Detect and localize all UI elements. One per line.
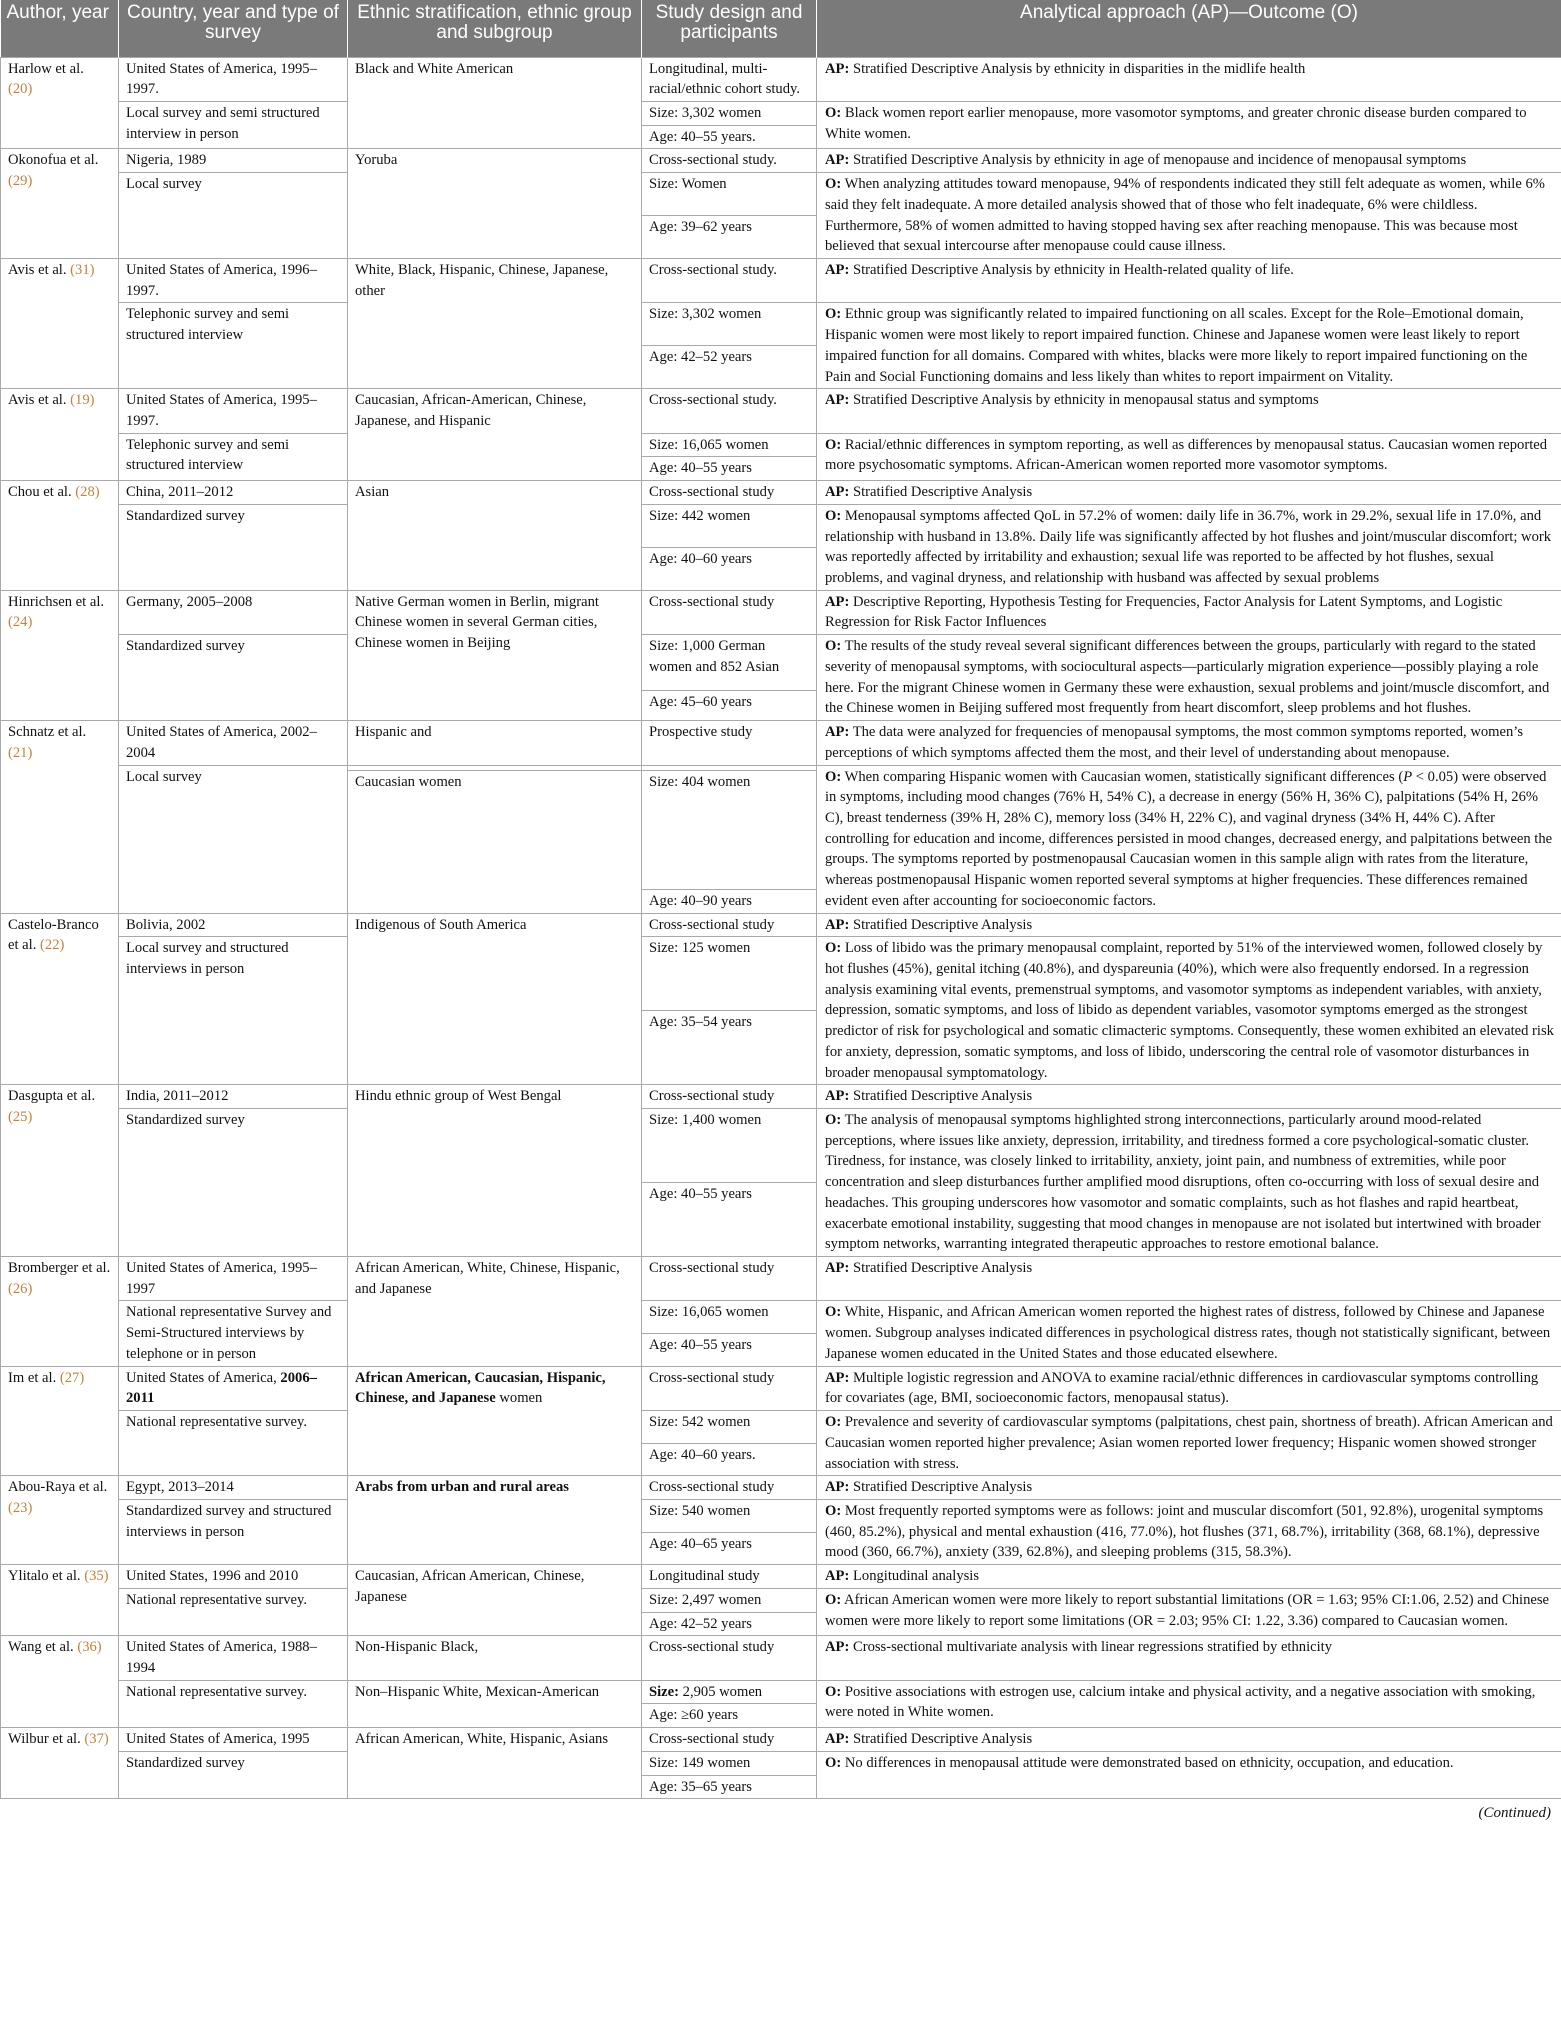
age-cell: Age: 40–65 years bbox=[642, 1532, 817, 1565]
ethnic-cell: Black and White American bbox=[348, 57, 642, 149]
country-cell: Bolivia, 2002 bbox=[119, 913, 348, 937]
design-cell: Longitudinal study bbox=[642, 1565, 817, 1589]
outcome-cell: O: Prevalence and severity of cardiovascular symptoms (palpitations, chest pain, shortness of breath). African American and Caucasian women reported higher prevalence; Asian women reported lower frequency; Hispanic women showed stronger association with stress. bbox=[817, 1411, 1561, 1476]
survey-cell: National representative survey. bbox=[119, 1588, 348, 1635]
table-row bbox=[1, 1301, 1561, 1334]
ethnic-cell: Yoruba bbox=[348, 149, 642, 259]
design-cell: Cross-sectional study bbox=[642, 1728, 817, 1752]
age-cell: Age: 42–52 years bbox=[642, 1612, 817, 1636]
header-row bbox=[1, 0, 1561, 57]
table-row bbox=[1, 1565, 1561, 1589]
approach-cell: AP: Stratified Descriptive Analysis by ethnicity in menopausal status and symptoms bbox=[817, 389, 1561, 433]
design-cell: Cross-sectional study bbox=[642, 1366, 817, 1410]
approach-cell: AP: Stratified Descriptive Analysis bbox=[817, 1476, 1561, 1500]
table-row bbox=[1, 433, 1561, 457]
outcome-cell: O: Most frequently reported symptoms were as follows: joint and muscular discomfort (501, 92.8%), urogenital symptoms (460, 85.2%), physical and mental exhaustion (416, 77.0%), hot flushes (371, 68.7%), irritability (368, 68.1%), depressive mood (360, 66.7%), anxiety (339, 62.8%), and sleeping problems (315, 58.3%). bbox=[817, 1499, 1561, 1564]
ethnic-cell: African American, White, Hispanic, Asians bbox=[348, 1728, 642, 1799]
outcome-cell: O: No differences in menopausal attitude were demonstrated based on ethnicity, occupation, and education. bbox=[817, 1751, 1561, 1798]
table-row bbox=[1, 57, 1561, 101]
country-cell: United States of America, 1995–1997 bbox=[119, 1257, 348, 1301]
ethnic-cell: Asian bbox=[348, 481, 642, 591]
outcome-cell: O: When comparing Hispanic women with Caucasian women, statistically significant differences (P < 0.05) were observed in symptoms, including mood changes (76% H, 54% C), a decrease in energy (56% H, 36% C), palpitations (54% H, 26% C), breast tenderness (39% H, 28% C), memory loss (34% H, 22% C), and vaginal dryness (34% H, 44% C). After controlling for education and income, differences persisted in mood changes, decreased energy, and palpitations between the groups. The symptoms reported by postmenopausal Caucasian women in this sample align with rates from the literature, whereas postmenopausal Hispanic women reported several symptoms at higher frequencies. These differences remained evident even after accounting for socioeconomic factors. bbox=[817, 765, 1561, 913]
size-cell: Size: 16,065 women bbox=[642, 1301, 817, 1334]
country-cell: United States of America, 1995–1997. bbox=[119, 57, 348, 101]
age-cell: Age: 35–54 years bbox=[642, 1011, 817, 1085]
table-row bbox=[1, 1411, 1561, 1444]
design-cell: Cross-sectional study bbox=[642, 590, 817, 634]
approach-cell: AP: Stratified Descriptive Analysis by ethnicity in disparities in the midlife health bbox=[817, 57, 1561, 101]
author-cell: Schnatz et al. (21) bbox=[1, 721, 119, 913]
table-row bbox=[1, 481, 1561, 505]
ethnic-cell: Hindu ethnic group of West Bengal bbox=[348, 1085, 642, 1257]
author-cell: Avis et al. (31) bbox=[1, 258, 119, 388]
author-cell: Castelo-Branco et al. (22) bbox=[1, 913, 119, 1085]
author-cell: Im et al. (27) bbox=[1, 1366, 119, 1476]
survey-cell: Standardized survey and structured interviews in person bbox=[119, 1499, 348, 1564]
age-cell: Age: 40–55 years. bbox=[642, 125, 817, 149]
country-cell: United States of America, 1995–1997. bbox=[119, 389, 348, 433]
country-cell: Germany, 2005–2008 bbox=[119, 590, 348, 634]
age-cell: Age: 39–62 years bbox=[642, 216, 817, 259]
size-cell: Size: 149 women bbox=[642, 1751, 817, 1775]
author-cell: Dasgupta et al. (25) bbox=[1, 1085, 119, 1257]
table-row bbox=[1, 389, 1561, 433]
reference-link[interactable]: (21) bbox=[8, 744, 33, 761]
design-cell: Cross-sectional study bbox=[642, 1476, 817, 1500]
table-row bbox=[1, 721, 1561, 765]
table-row bbox=[1, 1476, 1561, 1500]
reference-link[interactable]: (24) bbox=[8, 614, 33, 631]
reference-link[interactable]: (28) bbox=[75, 484, 100, 501]
size-cell: Size: 1,000 German women and 852 Asian bbox=[642, 635, 817, 691]
country-cell: United States of America, 1988–1994 bbox=[119, 1636, 348, 1680]
survey-cell: National representative survey. bbox=[119, 1680, 348, 1727]
approach-cell: AP: Longitudinal analysis bbox=[817, 1565, 1561, 1589]
age-cell: Age: 35–65 years bbox=[642, 1775, 817, 1799]
ethnic-cell: Native German women in Berlin, migrant Chinese women in several German cities, Chinese women in Beijing bbox=[348, 590, 642, 720]
ethnic-cell: Hispanic and bbox=[348, 721, 642, 765]
ethnic-cell: Arabs from urban and rural areas bbox=[348, 1476, 642, 1565]
design-cell: Cross-sectional study. bbox=[642, 389, 817, 433]
table-row bbox=[1, 303, 1561, 346]
reference-link[interactable]: (35) bbox=[84, 1568, 109, 1585]
survey-cell: Standardized survey bbox=[119, 1109, 348, 1257]
country-cell: United States of America, 2002–2004 bbox=[119, 721, 348, 765]
table-row bbox=[1, 101, 1561, 125]
reference-link[interactable]: (27) bbox=[59, 1369, 85, 1386]
country-cell: United States, 1996 and 2010 bbox=[119, 1565, 348, 1589]
country-cell: United States of America, 2006–2011 bbox=[119, 1366, 348, 1410]
outcome-cell: O: White, Hispanic, and African American women reported the highest rates of distress, followed by Chinese and Japanese women. Subgroup analyses indicated differences in psychological distress rates, though not statistically significant, between Japanese women educated in the United States and those educated elsewhere. bbox=[817, 1301, 1561, 1366]
outcome-cell: O: African American women were more likely to report substantial limitations (OR = 1.63; 95% CI:1.06, 2.52) and Chinese women were more likely to report some limitations (OR = 2.03; 95% CI: 1.22, 3.36) compared to Caucasian women. bbox=[817, 1588, 1561, 1635]
survey-cell: Local survey bbox=[119, 765, 348, 913]
approach-cell: AP: The data were analyzed for frequencies of menopausal symptoms, the most common symptoms reported, women’s perceptions of which symptoms affected them the most, and their level of understanding about menopause. bbox=[817, 721, 1561, 765]
design-cell: Cross-sectional study bbox=[642, 1257, 817, 1301]
reference-link[interactable]: (37) bbox=[84, 1731, 109, 1748]
reference-link[interactable]: (19) bbox=[70, 392, 95, 409]
ethnic-cell: Non-Hispanic Black, bbox=[348, 1636, 642, 1680]
design-cell: Cross-sectional study. bbox=[642, 258, 817, 302]
table-row bbox=[1, 1366, 1561, 1410]
country-cell: China, 2011–2012 bbox=[119, 481, 348, 505]
header-author: Author, year bbox=[1, 0, 119, 57]
country-cell: United States of America, 1995 bbox=[119, 1728, 348, 1752]
size-cell: Size: 540 women bbox=[642, 1499, 817, 1532]
reference-link[interactable]: (36) bbox=[77, 1639, 102, 1656]
outcome-cell: O: Loss of libido was the primary menopausal complaint, reported by 51% of the interviewed women, followed closely by hot flushes (45%), genital itching (40.8%), and dyspareunia (40%), which were also frequently endorsed. In a regression analysis examining vital events, premenstrual symptoms, and vasomotor symptoms as independent variables, with anxiety, depression, somatic symptoms, and loss of libido as dependent variables, vasomotor symptoms emerged as the strongest predictor of risk for psychological and somatic climacteric symptoms. Consequently, these women exhibited an elevated risk for anxiety, depression, somatic symptoms, and loss of libido, underscoring the central role of vasomotor disturbances in broader menopausal symptomatology. bbox=[817, 937, 1561, 1085]
survey-cell: Standardized survey bbox=[119, 635, 348, 721]
size-cell: Size: 442 women bbox=[642, 504, 817, 547]
table-row bbox=[1, 937, 1561, 1011]
approach-cell: AP: Stratified Descriptive Analysis bbox=[817, 913, 1561, 937]
outcome-cell: O: Positive associations with estrogen use, calcium intake and physical activity, and a negative association with smoking, were noted in White women. bbox=[817, 1680, 1561, 1727]
survey-cell: Local survey and semi structured interview in person bbox=[119, 101, 348, 148]
approach-cell: AP: Stratified Descriptive Analysis bbox=[817, 1085, 1561, 1109]
header-design: Study design and participants bbox=[642, 0, 817, 57]
age-cell: Age: 42–52 years bbox=[642, 346, 817, 389]
author-cell: Okonofua et al. (29) bbox=[1, 149, 119, 259]
author-cell: Chou et al. (28) bbox=[1, 481, 119, 591]
outcome-cell: O: The results of the study reveal several significant differences between the groups, particularly with regard to the stated severity of menopausal symptoms, with sociocultural aspects—particularly migration experience—possibly playing a role here. For the migrant Chinese women in Germany these were exhaustion, sexual problems and joint/muscle discomfort, and the Chinese women in Beijing suffered most frequently from heart discomfort, sleep problems and hot flushes. bbox=[817, 635, 1561, 721]
approach-cell: AP: Stratified Descriptive Analysis bbox=[817, 1257, 1561, 1301]
approach-cell: AP: Stratified Descriptive Analysis by ethnicity in age of menopause and incidence of menopausal symptoms bbox=[817, 149, 1561, 173]
size-cell: Size: 16,065 women bbox=[642, 433, 817, 457]
author-cell: Hinrichsen et al. (24) bbox=[1, 590, 119, 720]
author-cell: Abou-Raya et al. (23) bbox=[1, 1476, 119, 1565]
table-row bbox=[1, 590, 1561, 634]
header-country: Country, year and type of survey bbox=[119, 0, 348, 57]
ethnic-cell: Non–Hispanic White, Mexican-American bbox=[348, 1680, 642, 1727]
size-cell: Size: 3,302 women bbox=[642, 101, 817, 125]
table-row bbox=[1, 1499, 1561, 1532]
table-row bbox=[1, 635, 1561, 691]
author-cell: Bromberger et al. (26) bbox=[1, 1257, 119, 1367]
age-cell: Age: 40–55 years bbox=[642, 1334, 817, 1367]
outcome-cell: O: The analysis of menopausal symptoms highlighted strong interconnections, particularly around mood-related perceptions, where issues like anxiety, depression, irritability, and tiredness formed a core psychological-somatic cluster. Tiredness, for instance, was closely linked to irritability, anxiety, joint pain, and numbness of extremities, while poor concentration and sleep disturbances further amplified mood disruptions, often co-occurring with loss of sexual desire and headaches. This grouping underscores how vasomotor and somatic complaints, such as hot flashes and rapid heartbeat, exacerbate emotional instability, suggesting that mood changes in menopause are not isolated but intertwined with broader symptom networks, warranting integrated therapeutic approaches to restore emotional balance. bbox=[817, 1109, 1561, 1257]
approach-cell: AP: Cross-sectional multivariate analysis with linear regressions stratified by ethnicity bbox=[817, 1636, 1561, 1680]
reference-link[interactable]: (26) bbox=[8, 1280, 33, 1297]
outcome-cell: O: Racial/ethnic differences in symptom reporting, as well as differences by menopausal status. Caucasian women reported more psychosomatic symptoms. African-American women reported more vasomotor symptoms. bbox=[817, 433, 1561, 480]
author-cell: Harlow et al. (20) bbox=[1, 57, 119, 149]
survey-cell: National representative Survey and Semi-Structured interviews by telephone or in person bbox=[119, 1301, 348, 1366]
table-row bbox=[1, 1751, 1561, 1775]
table-row bbox=[1, 1636, 1561, 1680]
ethnic-cell: White, Black, Hispanic, Chinese, Japanese, other bbox=[348, 258, 642, 388]
header-approach: Analytical approach (AP)—Outcome (O) bbox=[817, 0, 1561, 57]
ethnic-cell: Caucasian, African American, Chinese, Japanese bbox=[348, 1565, 642, 1636]
table-row bbox=[1, 1085, 1561, 1109]
age-cell: Age: 40–60 years bbox=[642, 547, 817, 590]
size-cell: Size: 404 women bbox=[642, 770, 817, 889]
outcome-cell: O: When analyzing attitudes toward menopause, 94% of respondents indicated they still felt adequate as women, while 6% said they felt inadequate. A more detailed analysis showed that of those who felt inadequate, 6% were childless. Furthermore, 58% of women admitted to having stopped having sex after reaching menopause. This was because most believed that sexual intercourse after menopause could cause illness. bbox=[817, 173, 1561, 259]
survey-cell: Telephonic survey and semi structured interview bbox=[119, 303, 348, 389]
size-cell: Size: Women bbox=[642, 173, 817, 216]
continued-note: (Continued) bbox=[1478, 1805, 1551, 1822]
design-cell: Cross-sectional study bbox=[642, 481, 817, 505]
design-cell: Longitudinal, multi-racial/ethnic cohort study. bbox=[642, 57, 817, 101]
size-cell: Size: 2,905 women bbox=[642, 1680, 817, 1704]
size-cell: Size: 1,400 women bbox=[642, 1109, 817, 1183]
table-row bbox=[1, 1109, 1561, 1183]
ethnic-cell: Caucasian, African-American, Chinese, Japanese, and Hispanic bbox=[348, 389, 642, 481]
country-cell: India, 2011–2012 bbox=[119, 1085, 348, 1109]
size-cell: Size: 3,302 women bbox=[642, 303, 817, 346]
design-cell: Cross-sectional study bbox=[642, 1636, 817, 1680]
survey-cell: Telephonic survey and semi structured interview bbox=[119, 433, 348, 480]
age-cell: Age: 40–55 years bbox=[642, 457, 817, 481]
outcome-cell: O: Ethnic group was significantly related to impaired functioning on all scales. Except for the Role–Emotional domain, Hispanic women were most likely to report impaired function. Chinese and Japanese women were least likely to report impaired function for all domains. Compared with whites, blacks were more likely to report impaired functioning on the Pain and Social Functioning domains and less likely than whites to report impairment on Vitality. bbox=[817, 303, 1561, 389]
approach-cell: AP: Descriptive Reporting, Hypothesis Testing for Frequencies, Factor Analysis for Latent Symptoms, and Logistic Regression for Risk Factor Influences bbox=[817, 590, 1561, 634]
ethnic-cell: Caucasian women bbox=[348, 770, 642, 913]
table-row bbox=[1, 173, 1561, 216]
outcome-cell: O: Black women report earlier menopause, more vasomotor symptoms, and greater chronic disease burden compared to White women. bbox=[817, 101, 1561, 148]
table-row bbox=[1, 1680, 1561, 1704]
table-row bbox=[1, 258, 1561, 302]
age-cell: Age: ≥60 years bbox=[642, 1704, 817, 1728]
table-row bbox=[1, 504, 1561, 547]
reference-link[interactable]: (23) bbox=[8, 1499, 33, 1516]
age-cell: Age: 40–90 years bbox=[642, 889, 817, 913]
table-row bbox=[1, 149, 1561, 173]
reference-link[interactable]: (25) bbox=[8, 1109, 33, 1125]
table-row bbox=[1, 1728, 1561, 1752]
header-ethnic: Ethnic stratification, ethnic group and subgroup bbox=[348, 0, 642, 57]
ethnic-cell: African American, White, Chinese, Hispanic, and Japanese bbox=[348, 1257, 642, 1367]
author-cell: Wilbur et al. (37) bbox=[1, 1728, 119, 1799]
country-cell: United States of America, 1996–1997. bbox=[119, 258, 348, 302]
survey-cell: Standardized survey bbox=[119, 504, 348, 590]
author-cell: Ylitalo et al. (35) bbox=[1, 1565, 119, 1636]
age-cell: Age: 45–60 years bbox=[642, 691, 817, 721]
country-cell: Egypt, 2013–2014 bbox=[119, 1476, 348, 1500]
ethnic-cell: Indigenous of South America bbox=[348, 913, 642, 1085]
survey-cell: Local survey bbox=[119, 173, 348, 259]
age-cell: Age: 40–60 years. bbox=[642, 1443, 817, 1476]
design-cell: Prospective study bbox=[642, 721, 817, 765]
author-cell: Avis et al. (19) bbox=[1, 389, 119, 481]
country-cell: Nigeria, 1989 bbox=[119, 149, 348, 173]
table-row bbox=[1, 1257, 1561, 1301]
approach-cell: AP: Stratified Descriptive Analysis by ethnicity in Health-related quality of life. bbox=[817, 258, 1561, 302]
size-cell: Size: 2,497 women bbox=[642, 1588, 817, 1612]
design-cell: Cross-sectional study. bbox=[642, 149, 817, 173]
table-row bbox=[1, 1588, 1561, 1612]
reference-link[interactable]: (29) bbox=[8, 173, 33, 190]
author-cell: Wang et al. (36) bbox=[1, 1636, 119, 1728]
survey-cell: Standardized survey bbox=[119, 1751, 348, 1798]
approach-cell: AP: Stratified Descriptive Analysis bbox=[817, 481, 1561, 505]
size-cell: Size: 542 women bbox=[642, 1411, 817, 1444]
reference-link[interactable]: (22) bbox=[40, 937, 65, 954]
survey-cell: National representative survey. bbox=[119, 1411, 348, 1476]
age-cell: Age: 40–55 years bbox=[642, 1183, 817, 1257]
approach-cell: AP: Multiple logistic regression and ANOVA to examine racial/ethnic differences in cardiovascular symptoms controlling for covariates (age, BMI, socioeconomic factors, menopausal status). bbox=[817, 1366, 1561, 1410]
reference-link[interactable]: (20) bbox=[8, 81, 33, 98]
design-cell: Cross-sectional study bbox=[642, 913, 817, 937]
design-cell: Cross-sectional study bbox=[642, 1085, 817, 1109]
size-cell: Size: 125 women bbox=[642, 937, 817, 1011]
ethnic-cell: African American, Caucasian, Hispanic, Chinese, and Japanese women bbox=[348, 1366, 642, 1476]
outcome-cell: O: Menopausal symptoms affected QoL in 57.2% of women: daily life in 36.7%, work in 29.2%, sexual life in 17.0%, and relationship with husband in 13.8%. Daily life was significantly affected by hot flushes and joint/muscular discomfort; work was reportedly affected by irritability and exhaustion; sexual life was reported to be affected by hot flushes, sexual problems, and vaginal dryness, and relationship with husband was affected by sexual problems bbox=[817, 504, 1561, 590]
reference-link[interactable]: (31) bbox=[70, 261, 95, 278]
table-row bbox=[1, 913, 1561, 937]
approach-cell: AP: Stratified Descriptive Analysis bbox=[817, 1728, 1561, 1752]
survey-cell: Local survey and structured interviews in person bbox=[119, 937, 348, 1085]
